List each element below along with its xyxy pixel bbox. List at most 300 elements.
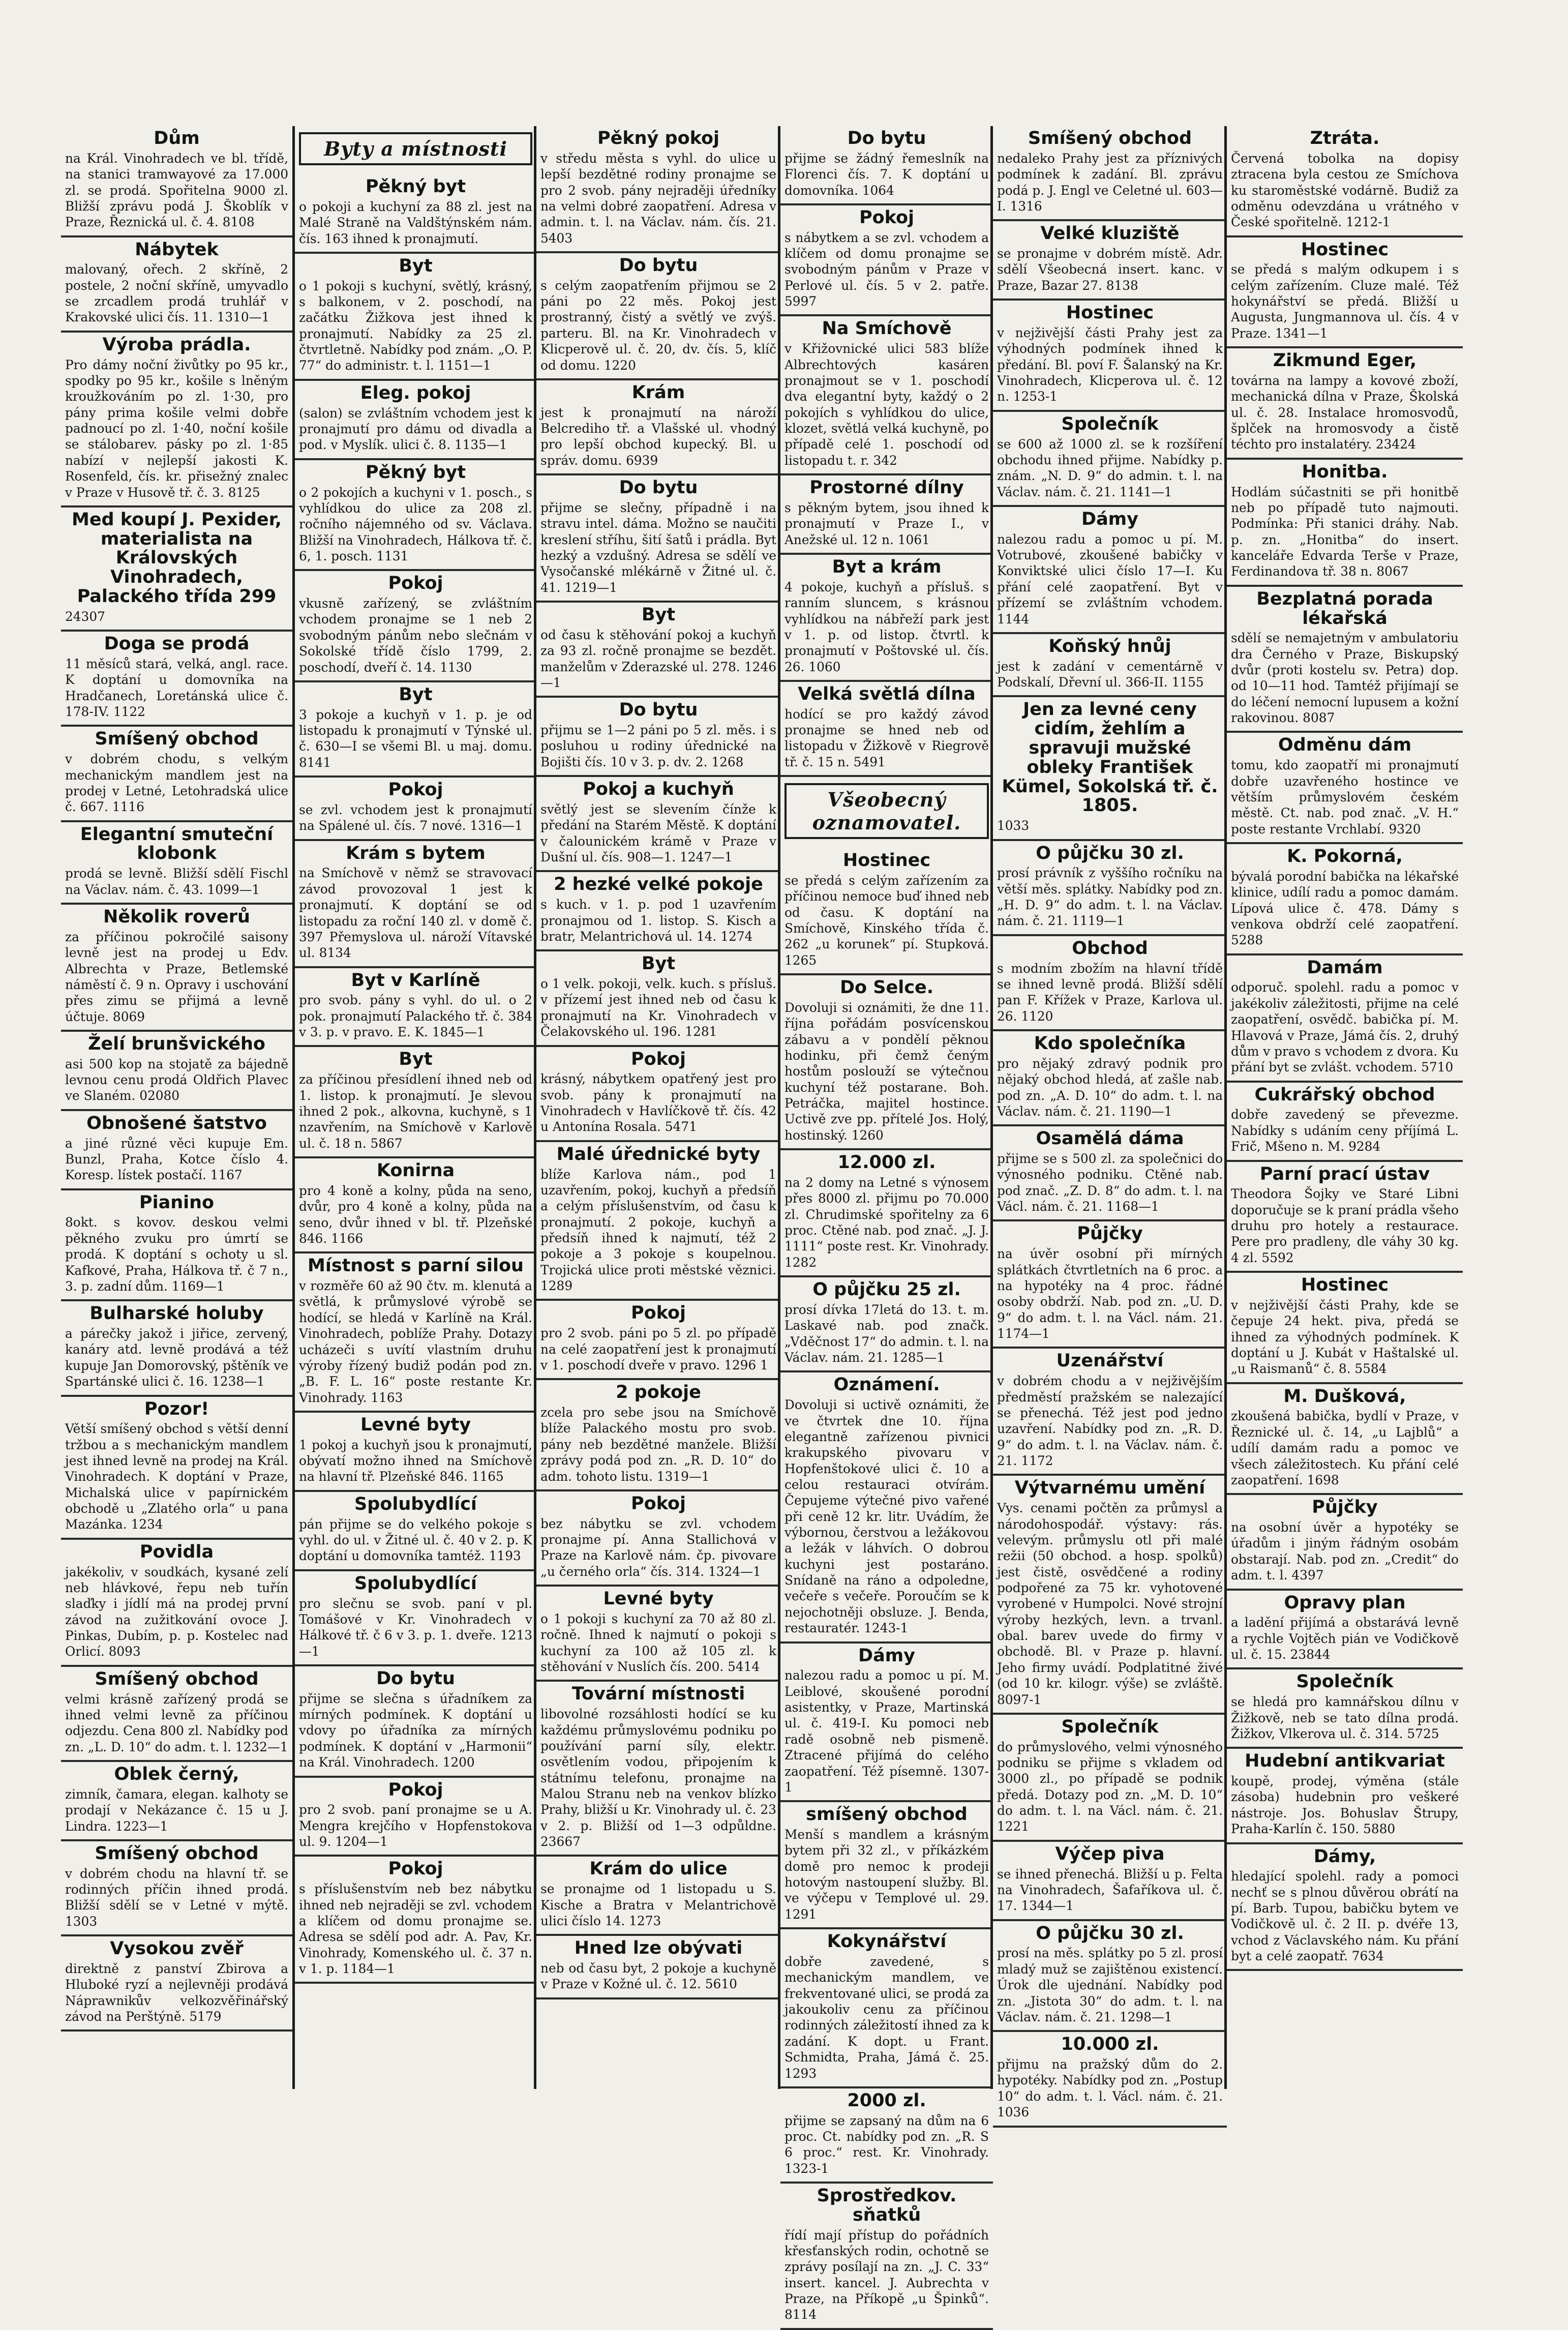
ad-headline: Bezplatná porada lékařská: [1256, 588, 1433, 629]
ad-body: pro 4 koně a kolny, půda na seno, dvůr, pro 4 koně a kolny, půda na seno, dvůr ihned v bl. tř. Plzeňské 846. 1166: [299, 1183, 532, 1246]
ad-headline: Pokoj: [388, 1779, 443, 1800]
ad-headline: Želí brunšvického: [88, 1033, 265, 1054]
section-header: Všeobecný oznamovatel.: [785, 783, 989, 839]
ad-headline: Obnošené šatstvo: [86, 1113, 267, 1133]
classified-ad: [1227, 237, 1463, 349]
ad-body: přijme se slečny, případně i na stravu intel. dáma. Možno se naučiti kreslení stříhu, šití šatů i prádla. Byt hezký a vzdušný. Adresa se sdělí ve Vysočanské mlékárně v Žitné ul. č. 41. 1219—1: [540, 500, 776, 595]
ad-body: o pokoji a kuchyní za 88 zl. jest na Malé Straně na Valdštýnském nám. čís. 163 ihned k pronajmutí.: [299, 199, 532, 246]
ad-body: se předá s celým zařízením za příčinou nemoce buď ihned neb od času. K doptání na Smíchově, Kinského třída č. 262 „u korunek“ pí. Stupková. 1265: [785, 873, 989, 968]
classified-ad: [61, 632, 292, 727]
ad-body: nalezou radu a pomoc u pí. M. Leiblové, skoušené porodní asistentky, v Praze, Martinská ul. č. 419-I. Ku pomoci neb radě osobně neb pismeně. Ztracené přijímá do celého zaopatření. Též písemně. 1307-1: [785, 1668, 989, 1795]
ad-headline: O půjčku 30 zl.: [1036, 1923, 1184, 1944]
classified-ad: [61, 126, 292, 237]
classified-ad: [780, 1644, 993, 1803]
ad-body: koupě, prodej, výměna (stále zásoba) hudebnin pro veškeré nástroje. Jos. Bohuslav Štrupy, Praha-Karlín č. 150. 5880: [1231, 1774, 1459, 1837]
classified-ad: [536, 1857, 780, 1936]
ad-body: dobře zavedené, s mechanickým mandlem, ve frekventované ulici, se prodá za jakoukoliv cenu za příčinou rodinných záležitostí ihned za k zadání. K dopt. u Frant. Schmidta, Praha, Jámá č. 25. 1293: [785, 1954, 989, 2081]
ad-headline: 2 pokoje: [616, 1382, 701, 1403]
classified-ad: [295, 1666, 536, 1778]
ad-headline: Výroba prádla.: [102, 334, 251, 355]
classified-ad: [1227, 1384, 1463, 1496]
ad-body: prosí dívka 17letá do 13. t. m. Laskavé nab. pod značk. „Vděčnost 17“ do admin. t. l. na Václav. nám. 21. 1285—1: [785, 1302, 989, 1365]
ad-body: jakékoliv, v soudkách, kysané zelí neb hlávkové, řepu neb tuřín slaďky i jídlí má na prodej první závod na zužitkování ovoce J. Pinkas, Dubím, p. p. Kostelec nad Orlicí. 8093: [65, 1564, 288, 1659]
ad-headline: Krám: [631, 382, 685, 403]
ad-headline: Smíšený obchod: [95, 1668, 259, 1689]
classified-ad: [780, 126, 993, 205]
ad-body: hledající spolehl. rady a pomoci nechť se s plnou důvěrou obrátí na pí. Barb. Tupou, babičku bytem ve Vodičkově ul. č. 2 II. p. dvéře 13, vchod z Václavského nám. Ku přání byt a celé zaopatř. 7634: [1231, 1869, 1459, 1964]
classified-ad: [61, 507, 292, 632]
classified-ad: [536, 253, 780, 380]
ad-body: na Smíchově v němž se stravovací závod provozoval 1 jest k pronajmutí. K doptání se od listopadu za roční 140 zl. v domě č. 397 Přemyslova ul. nároží Vítavské ul. 8134: [299, 865, 532, 961]
ad-headline: Smíšený obchod: [95, 1843, 259, 1864]
classified-ad: [536, 872, 780, 951]
ad-headline: K. Pokorná,: [1287, 846, 1403, 867]
ad-body: přijme se s 500 zl. za společnici do výnosného podniku. Ctěné nab. pod znač. „Z. D. 8“ do adm. t. l. na Václ. nám. č. 21. 1168—1: [997, 1151, 1223, 1214]
classified-ad: [536, 777, 780, 872]
classified-ad: [780, 682, 993, 777]
ad-body: Dovoluji si oznámiti, že dne 11. října pořádám posvícenskou zábavu a v pondělí pěknou hodinku, při čemž čeným hostům poslouží se výtečnou kuchyní též postarane. Boh. Petráčka, majitel hostince. Uctivě zve pp. přítelé Jos. Holý, hostinský. 1260: [785, 1000, 989, 1143]
ad-headline: Odměnu dám: [1278, 735, 1412, 756]
classified-ad: [61, 1190, 292, 1302]
ad-headline: Hostinec: [1301, 1275, 1389, 1296]
ad-body: krásný, nábytkem opatřený jest pro svob. pány k pronajmutí na Vinohradech v Havlíčkově tř. čís. 42 u Antonína Rosala. 5471: [540, 1071, 776, 1134]
classified-ad: [295, 682, 536, 778]
column-4: [778, 126, 993, 2322]
classified-ad: [536, 1301, 780, 1380]
classified-ad: [61, 1111, 292, 1190]
ad-body: Dovoluji si uctivě oznámiti, že ve čtvrtek dne 10. října elegantně zařízenou pivnici krakupského pivovaru v Hopfenštokové ulici č. 10 a celou restauraci otvírám. Čepujeme výtečné pivo vařené při ceně 12 kr. litr. Uvádím, že výbornou, čerstvou a ležákovou a ležák v láhvích. O dobrou kuchyni jest postaráno. Snídaně na ráno a odpoledne, večeře s večeře. Poroučím se k nejochotněji obsluze. J. Benda, restauratér. 1243-1: [785, 1397, 989, 1636]
ad-body: hodící se pro každý závod pronajme se hned neb od listopadu v Žižkově v Riegrově tř. č. 15 n. 5491: [785, 706, 989, 769]
ad-headline: Spolubydlící: [354, 1493, 477, 1514]
ad-headline: Výčep piva: [1055, 1843, 1165, 1864]
column-6: [1224, 126, 1463, 2089]
classified-ad: [1227, 733, 1463, 844]
ad-headline: Pokoj a kuchyň: [583, 779, 734, 800]
ad-body: továrna na lampy a kovové zboží, mechanická dílna v Praze, Školská ul. č. 28. Instalace hromosvodů, šplček na hromosvody a čistě téchto pro instalatéry. 23424: [1231, 373, 1459, 452]
ad-body: s příslušenstvím neb bez nábytku ihned neb nejraději se zvl. vchodem a klíčem od domu pronajme se. Adresa se sdělí pod adr. A. Pav, Kr. Vinohrady, Komenského ul. č. 37 n. v 1. p. 1184—1: [299, 1881, 532, 1977]
ad-headline: Byt: [641, 953, 676, 974]
ad-body: 11 měsíců stará, velká, angl. race. K doptání u domovníka na Hradčanech, Loretánská ulice č. 178-IV. 1122: [65, 656, 288, 720]
ad-body: s kuch. v 1. p. pod 1 uzavřením pronajmou od 1. listop. S. Kisch a bratr, Melantrichová ul. 14. 1274: [540, 897, 776, 944]
ad-headline: Hostinec: [842, 850, 931, 871]
classified-ad: [993, 301, 1227, 412]
ad-headline: Společník: [1061, 413, 1159, 434]
ad-headline: Sprostředkov. sňatků: [817, 2186, 957, 2225]
ad-headline: Dámy,: [1313, 1846, 1376, 1867]
classified-ad: [61, 237, 292, 333]
ad-body: direktně z panství Zbirova a Hluboké ryzí a nejlevněji prodává Náprawnikův velkozvěřinářský závod na Perštýně. 5179: [65, 1961, 288, 2024]
ad-headline: Tovární místnosti: [571, 1684, 745, 1705]
ad-body: pro 2 svob. paní pronajme se u A. Mengra krejčího v Hopfenstokova ul. 9. 1204—1: [299, 1802, 532, 1849]
ad-headline: Dámy: [1081, 509, 1138, 529]
ad-body: v dobrém chodu, s velkým mechanickým mandlem jest na prodej v Letné, Letohradská ulice č. 667. 1116: [65, 752, 288, 815]
ad-body: pro slečnu se svob. paní v pl. Tomášové v Kr. Vinohradech v Hálkové tř. č 6 v 3. p. 1. dveře. 1213—1: [299, 1596, 532, 1659]
ad-headline: Smíšený obchod: [95, 729, 259, 750]
classified-ad: [780, 2088, 993, 2184]
ad-body: Theodora Šojky ve Staré Libni doporučuje se k praní prádla všeho druhu pro hotely a restaurace. Pere pro pradleny, dle váhy 30 kg. 4 zl. 5592: [1231, 1186, 1459, 1265]
ad-body: na 2 domy na Letné s výnosem přes 8000 zl. přijmu po 70.000 zl. Chrudimské spořitelny za 6 proc. Ctěné nab. pod znač. „J. J. 1111“ poste rest. Kr. Vinohrady. 1282: [785, 1175, 989, 1270]
classified-ad: [780, 848, 993, 975]
ad-headline: Společník: [1061, 1716, 1159, 1737]
ad-headline: Půjčky: [1312, 1497, 1378, 1518]
classified-ad: [993, 936, 1227, 1031]
ad-body: v středu města s vyhl. do ulice u lepší bezdětné rodiny pronajme se pro 2 svob. pány nejraději úředníky na velmi dobré zaopatření. Adresa v admin. t. l. na Václav. nám. čís. 21. 5403: [540, 151, 776, 246]
ad-headline: Pokoj: [388, 780, 443, 800]
ad-body: pro nějaký zdravý podnik pro nějaký obchod hledá, ať zašle nab. pod zn. „A. D. 10“ do adm. t. l. na Václav. nám. č. 21. 1190—1: [997, 1056, 1223, 1119]
classified-ad: [536, 951, 780, 1047]
ad-body: na úvěr osobní při mírných splátkách čtvrtletních na 6 proc. a na hypotéky na 4 proc. řádné osoby obdrží. Nab. pod zn. „U. D. 9“ do adm. t. l. na Václ. nám. 21. 1174—1: [997, 1246, 1223, 1341]
ad-headline: Na Smíchově: [822, 318, 952, 339]
ad-headline: Damám: [1307, 957, 1383, 978]
ad-headline: Do bytu: [619, 700, 698, 721]
ad-headline: Byt: [399, 255, 433, 276]
ad-body: dobře zavedený se převezme. Nabídky s udáním ceny příjímá L. Frič, Mšeno n. M. 9284: [1231, 1107, 1459, 1154]
ad-body: o 1 pokoji s kuchyní, světlý, krásný, s balkonem, v 2. poschodí, na začátku Žižkova jest ihned k pronajmutí. Nabídky za 25 zl. čtvrtletně. Nabídky pod znám. „O. P. 77“ do administr. t. l. 1151—1: [299, 278, 532, 373]
ad-body: s pěkným bytem, jsou ihned k pronajmutí v Praze I., v Anežské ul. 12 n. 1061: [785, 500, 989, 547]
ad-body: bez nábytku se zvl. vchodem pronajme pí. Anna Stallichová v Praze na Karlově nám. čp. pivovare „u černého orla“ čís. 314. 1324—1: [540, 1516, 776, 1579]
ad-headline: O půjčku 30 zl.: [1036, 843, 1184, 863]
ad-body: s nábytkem a se zvl. vchodem a klíčem od domu pronajme se svobodným pánům v Praze v Perlové ul. čís. 5 v 2. patře. 5997: [785, 230, 989, 309]
ad-body: prodá se levně. Bližší sdělí Fischl na Václav. nám. č. 43. 1099—1: [65, 866, 288, 897]
ad-body: 3 pokoje a kuchyň v 1. p. je od listopadu k pronajmutí v Týnské ul. č. 630—I se všemi Bl. u maj. domu. 8141: [299, 707, 532, 770]
classified-ad: [295, 1492, 536, 1571]
column-5: [990, 126, 1227, 2120]
ad-body: (salon) se zvláštním vchodem jest k pronajmutí pro dámu od divadla a pod. v Myslík. ulici č. 8. 1135—1: [299, 405, 532, 453]
ad-headline: Do bytu: [847, 128, 926, 148]
ad-headline: Do bytu: [619, 255, 698, 276]
ad-body: neb od času byt, 2 pokoje a kuchyně v Praze v Kožné ul. č. 12. 5610: [540, 1961, 776, 1992]
classified-ad: [536, 1380, 780, 1491]
classified-ad: [295, 571, 536, 682]
ad-body: s celým zaopatřením přijmou se 2 páni po 22 měs. Pokoj jest prostranný, čistý a světlý ve zvýš. parteru. Bl. na Kr. Vinohradech v Klicperově ul. č. 20, dv. čís. 5, klíč od domu. 1220: [540, 278, 776, 373]
ad-headline: 12.000 zl.: [837, 1152, 936, 1173]
ad-headline: Velká světlá dílna: [798, 683, 976, 704]
ad-headline: Parní prací ústav: [1259, 1163, 1430, 1184]
classified-ad: [1227, 1591, 1463, 1670]
ad-headline: Opravy plan: [1284, 1592, 1406, 1613]
ad-headline: Společník: [1296, 1671, 1394, 1692]
ad-body: řídí mají přístup do pořádních křesťanských rodin, ochotně se zprávy posílají na zn. „J. C. 33“ insert. kancel. J. Aubrechta v Praze, na Příkopě „u Špinků“. 8114: [785, 2227, 989, 2322]
ad-headline: Eleg. pokoj: [360, 382, 471, 403]
classified-ad: [1227, 587, 1463, 733]
classified-ad: [1227, 1162, 1463, 1273]
ad-headline: Honitba.: [1302, 461, 1388, 482]
classified-ad: [993, 1842, 1227, 1921]
ad-headline: 10.000 zl.: [1061, 2034, 1159, 2055]
ad-body: se hledá pro kamnářskou dílnu v Žižkově, neb se tato dílna prodá. Žižkov, Vlkerova ul. č. 314. 5725: [1231, 1694, 1459, 1741]
ad-body: se ihned přenechá. Bližší u p. Felta na Vinohradech, Šafaříkova ul. č. 17. 1344—1: [997, 1866, 1223, 1914]
ad-headline: Velké kluziště: [1040, 223, 1180, 244]
ad-body: zimník, čamara, elegan. kalhoty se prodají v Nekázance č. 15 u J. Lindra. 1223—1: [65, 1786, 288, 1834]
ad-body: v Křižovnické ulici 583 blíže Albrechtových kasáren pronajmout se v 1. poschodí dva elegantní byty, každý o 2 pokojích s vyhlídkou do ulice, klozet, světlá velká kuchyně, po případě celé 1. poschodí od listopadu t. r. 342: [785, 341, 989, 468]
ad-headline: Byt a krám: [832, 557, 942, 578]
classified-ad: [61, 1032, 292, 1111]
ad-headline: Několik roverů: [103, 906, 250, 927]
classified-ad: [780, 975, 993, 1150]
classified-ad: [295, 1571, 536, 1666]
ad-body: přijme se zapsaný na dům na 6 proc. Ct. nabídky pod zn. „R. S 6 proc.“ rest. Kr. Vinohrady. 1323-1: [785, 2113, 989, 2176]
ad-headline: smíšený obchod: [806, 1804, 968, 1825]
ad-headline: 2000 zl.: [847, 2090, 926, 2111]
ad-body: jest k zadání v cementárně v Podskalí, Dřevní ul. 366-II. 1155: [997, 659, 1223, 690]
classified-ad: [993, 507, 1227, 634]
classified-ad: [780, 1277, 993, 1372]
classified-ad: [1227, 1669, 1463, 1749]
classified-ad: [993, 221, 1227, 301]
ad-headline: Pokoj: [630, 1303, 686, 1324]
ad-headline: Zikmund Eger,: [1273, 350, 1417, 371]
ad-headline: Povidla: [139, 1541, 214, 1562]
ad-headline: Prostorné dílny: [809, 477, 964, 498]
ad-headline: Cukrářský obchod: [1254, 1084, 1435, 1105]
classified-ad: [295, 841, 536, 968]
ad-headline: Dámy: [858, 1645, 915, 1666]
ad-body: do průmyslového, velmi výnosného podniku se přijme s vkladem od 3000 zl., po případě se podnik předá. Dotazy pod zn. „M. D. 10“ do adm. t. l. na Václ. nám. č. 21. 1221: [997, 1739, 1223, 1834]
ad-headline: Do Selce.: [839, 977, 933, 998]
ad-body: libovolné rozsáhlosti hodící se ku každému průmyslovému podniku po používání parní síly, elektr. osvětlením vodou, připojením k státnímu telefonu, pronajme na Malou Stranu neb na venkov blízko Prahy, bližší u Kr. Vinohrady ul. č. 23 v 2. p. Bližší od 1—3 odpůldne. 23667: [540, 1707, 776, 1849]
ad-body: Menší s mandlem a krásným bytem při 32 zl., v příkázkém domě pro nemoc k prodeji hotovým nastoupení služby. Bl. ve výčepu v Templové ul. 29. 1291: [785, 1827, 989, 1922]
classified-ad: [993, 412, 1227, 507]
classified-ad: [61, 1841, 292, 1936]
ad-body: 24307: [65, 609, 105, 624]
classified-ad: [993, 126, 1227, 221]
ad-headline: Pěkný pokoj: [597, 128, 720, 148]
ad-body: Vys. cenami počtěn za průmysl a národohospodář. výstavy: rás. velevým. průmyslu otl při malé režii (50 obchod. a hosp. spolků) jest čistě, osvědčené a rodiny podpořené za 75 kr. vyhotovené vyrobené v Humpolci. Nové strojní výroby hezkých, levn. a trvanl. obal. barev uvede do firmy v obchodě. Bl. v Praze p. hlavní. Jeho firmy uvádí. Podplatitné živé (od 10 kr. kilogr. výše) se zvláště. 8097-1: [997, 1501, 1223, 1707]
ad-headline: Doga se prodá: [104, 634, 250, 654]
classified-ad: [536, 1936, 780, 1999]
ad-headline: Hostinec: [1066, 303, 1154, 323]
classified-ad: [780, 316, 993, 475]
ad-headline: Krám s bytem: [346, 843, 486, 863]
ad-headline: Smíšený obchod: [1028, 128, 1192, 148]
classified-ad: [780, 1802, 993, 1929]
ad-body: v rozměře 60 až 90 čtv. m. klenutá a světlá, k průmyslové výrobě se hodící, se hledá v Karlíně na Král. Vinohradech, poblíže Prahy. Dotazy ucházeči s uvítí vlastním druhu výroby řízený budiž podán pod zn. „B. F. L. 16“ poste restante Kr. Vinohrady. 1163: [299, 1278, 532, 1405]
ad-body: o 2 pokojích a kuchyni v 1. posch., s vyhlídkou do ulice za 208 zl. ročního nájemného od sv. Václava. Bližší na Vinohradech, Hálkova tř. č. 6, 1. posch. 1131: [299, 485, 532, 563]
classified-ad: [993, 634, 1227, 698]
ad-body: v nejživější části Prahy, kde se čepuje 24 hekt. piva, předá se ihned za výhodných podmínek. K doptání u J. Kubát v Haštalské ul. „u Raismanů“ č. 8. 5584: [1231, 1297, 1459, 1377]
classified-ad: [1227, 1749, 1463, 1844]
ad-headline: Elegantní smuteční klobonk: [80, 824, 274, 864]
ad-headline: Půjčky: [1077, 1223, 1143, 1244]
classified-ad: [1227, 844, 1463, 955]
ad-body: se 600 až 1000 zl. se k rozšíření obchodu ihned přijme. Nabídky p. znám. „N. D. 9“ do admin. t. l. na Václav. nám. č. 21. 1141—1: [997, 436, 1223, 499]
ad-headline: Koňský hnůj: [1048, 636, 1171, 656]
classified-ad: [295, 1253, 536, 1413]
ad-headline: Hostinec: [1301, 239, 1389, 260]
classified-ad: [993, 1126, 1227, 1221]
ad-body: přijmu na pražský dům do 2. hypotéky. Nabídky pod zn. „Postup 10“ do adm. t. l. Václ. nám. č. 21. 1036: [997, 2057, 1223, 2120]
classified-ad: [780, 1372, 993, 1643]
ad-headline: Výtvarnému umění: [1014, 1478, 1205, 1499]
classified-ad: [536, 1142, 780, 1301]
classified-ad: [61, 1301, 292, 1396]
ad-headline: Levné byty: [360, 1414, 471, 1435]
ad-headline: Bulharské holuby: [89, 1303, 264, 1324]
column-1: [61, 126, 292, 2089]
classified-ad: [536, 698, 780, 777]
ad-body: nalezou radu a pomoc u pí. M. Votrubové, zkoušené babičky v Konviktské ulici číslo 17—I. Ku přání celé zaopatření. Byt v přízemí se zvláštním vchodem. 1144: [997, 531, 1223, 626]
ad-body: prosí právník z vyššího ročníku na větší měs. splátky. Nabídky pod zn. „H. D. 9“ do adm. t. l. na Václav. nám. č. 21. 1119—1: [997, 865, 1223, 929]
column-3: [534, 126, 780, 2089]
ad-body: za příčinou přesídlení ihned neb od 1. listop. k pronajmutí. Je slevou ihned 2 pok., alkovna, kuchyně, s 1 nzavřením, na Smíchově v Karlově ul. č. 18 n. 5867: [299, 1072, 532, 1151]
classified-ad: [536, 1491, 780, 1587]
ad-body: přijme se slečna s úřadníkem za mírných podmínek. K doptání u vdovy po úřadníka za mírných podmínek. K doptání v „Harmonii“ na Král. Vinohradech. 1200: [299, 1691, 532, 1770]
ad-headline: Uzenářství: [1056, 1351, 1164, 1371]
classified-ad: [61, 1762, 292, 1841]
ad-body: Pro dámy noční živůtky po 95 kr., spodky po 95 kr., košile s lněným kroužkováním po zl. 1·30, pro pány prima košile velmi dobře padnoucí po zl. 1·40, noční košile se stálobarev. pásky po zl. 1·85 nabízí v nejlepší jakosti K. Rosenfeld, čís. kr. přisežný znalec v Praze v Husově tř. č. 3. 8125: [65, 357, 288, 500]
ad-body: prosí na měs. splátky po 5 zl. prosí mladý muž se zajištěnou existencí. Úrok dle ujednání. Nabídky pod zn. „Jistota 30“ do adm. t. l. na Václav. nám. č. 21. 1298—1: [997, 1946, 1223, 2024]
ad-body: o 1 pokoji s kuchyní za 70 až 80 zl. ročně. Ihned k najmutí o pokoji s kuchyní za 100 až 105 zl. k stěhování v Nuslích čís. 200. 5414: [540, 1611, 776, 1675]
ad-body: Hodlám súčastniti se při honitbě neb po případě tuto najmouti. Podmínka: Při stanici dráhy. Nab. p. zn. „Honitba“ do insert. kanceláře Edvarda Terše v Praze, Ferdinandova tř. 38 n. 8067: [1231, 484, 1459, 579]
ad-headline: Do bytu: [619, 477, 698, 498]
ad-body: 1 pokoj a kuchyň jsou k pronajmutí, obývatí možno ihned na Smíchově na hlavní tř. Plzeňské 846. 1165: [299, 1437, 532, 1484]
section-header: Byty a místnosti: [299, 132, 532, 165]
classified-ad: [61, 1397, 292, 1540]
ad-headline: Pěkný byt: [365, 462, 466, 483]
ad-body: o 1 velk. pokoji, velk. kuch. s přísluš. v přízemí jest ihned neb od času k pronajmutí na Kr. Vinohradech v Čelakovského ul. 196. 1281: [540, 976, 776, 1039]
classified-ad: [295, 1158, 536, 1253]
ad-body: nedaleko Prahy jest za příznivých podmínek k zadání. Bl. zprávu podá p. J. Engl ve Celetné ul. 603—I. 1316: [997, 151, 1223, 214]
ad-body: tomu, kdo zaopatří mi pronajmutí dobře uzavřeného hostince ve větším průmyslovém českém městě. Ct. nab. pod znač. „V. H.“ poste restante Vrchlabí. 9320: [1231, 758, 1459, 837]
classified-ad: [61, 822, 292, 905]
classified-ad: [993, 1349, 1227, 1476]
classified-ad: [1227, 348, 1463, 460]
classified-ad: [61, 727, 292, 822]
ad-body: odporuč. spolehl. radu a pomoc v jakékoliv záležitosti, přijme na celé zaopatření, osvědč. babička pí. M. Hlavová v Praze, Jámá čís. 2, druhý dům v pravo s vchodem z dvora. Ku přání byt se zvlášt. vchodem. 5710: [1231, 980, 1459, 1075]
ad-headline: Ztráta.: [1310, 128, 1380, 148]
ad-headline: Jen za levné ceny cidím, žehlím a spravuji mužské obleky František Kümel, Sokolská tř. č. 1805.: [1002, 699, 1218, 816]
ad-headline: Pokoj: [630, 1049, 686, 1069]
ad-headline: Nábytek: [135, 239, 219, 260]
ad-body: zkoušená babička, bydlí v Praze, v Řeznické ul. č. 14, „u Lajblů“ a udílí damám radu a pomoc ve všech záležitostech. Ku přání celé zaopatření. 1698: [1231, 1409, 1459, 1487]
classified-ad: [295, 1047, 536, 1158]
classified-ad: [993, 1221, 1227, 1349]
ad-body: v dobrém chodu a v nejživějším předměstí pražském se nalezající se přenechá. Též jest pod jedno uzavření. Nabídky pod zn. „R. D. 9“ do adm. t. l. na Václav. nám. č. 21. 1172: [997, 1373, 1223, 1469]
ad-body: Červená tobolka na dopisy ztracena byla cestou ze Smíchova ku staroměstské vodárně. Budiž za odměnu odevzdána u vrátného v České spořitelně. 1212-1: [1231, 151, 1459, 230]
classified-ad: [295, 1778, 536, 1857]
ad-headline: Kdo společníka: [1034, 1033, 1186, 1054]
classified-ad: [536, 475, 780, 603]
ad-headline: Konirna: [376, 1160, 455, 1181]
ad-body: sdělí se nemajetným v ambulatoriu dra Černého v Praze, Biskupský dvůr (proti kostelu sv. Petra) dop. od 10—11 hod. Tamtéž přijímají se do léčení nemocní lupusem a kožní rakovinou. 8087: [1231, 631, 1459, 726]
ad-headline: Hned lze obývati: [574, 1938, 743, 1959]
classified-ad: [536, 126, 780, 253]
ad-body: se zvl. vchodem jest k pronajmutí na Spálené ul. čís. 7 nové. 1316—1: [299, 802, 532, 833]
ad-body: pro 2 svob. páni po 5 zl. po případě na celé zaopatření jest k pronajmutí v 1. poschodí dveře v pravo. 1296 1: [540, 1326, 776, 1372]
ad-body: v nejživější části Prahy jest za výhodných podmínek ihned k předání. Bl. poví F. Šalanský na Kr. Vinohradech, Klicperova ul. č. 12 n. 1253-1: [997, 325, 1223, 404]
ad-body: Větší smíšený obchod s větší denní tržbou a s mechanickým mandlem jest ihned levně na prodej na Král. Vinohradech. K doptání v Praze, Michalská ulice v papírnickém obchodě u „Zlatého orla“ u pana Mazánka. 1234: [65, 1421, 288, 1532]
classified-ad: [536, 1047, 780, 1142]
ad-body: s modním zbožím na hlavní třídě se ihned levně prodá. Bližší sdělí pan F. Křížek v Praze, Karlova ul. 26. 1120: [997, 961, 1223, 1024]
classified-ad: [61, 905, 292, 1032]
ad-headline: Pokoj: [388, 573, 443, 594]
classified-ad: [780, 205, 993, 317]
ad-headline: Do bytu: [376, 1668, 455, 1689]
classified-ad: [295, 381, 536, 460]
classified-ad: [61, 333, 292, 507]
classified-ad: [1227, 955, 1463, 1083]
classified-ad: [993, 1476, 1227, 1714]
classified-ad: [295, 174, 536, 254]
classified-ad: [536, 1682, 780, 1857]
classified-ad: [993, 697, 1227, 841]
ad-body: velmi krásně zařízený prodá se ihned velmi levně za příčinou odjezdu. Cena 800 zl. Nabídky pod zn. „L. D. 10“ do adm. t. l. 1232—1: [65, 1691, 288, 1754]
classified-ad: [536, 1587, 780, 1682]
classified-ad: [1227, 460, 1463, 587]
ad-body: jest k pronajmutí na nároží Belcrediho tř. a Vlašské ul. vhodný pro lepší obchod kupecký. Bl. u správ. domu. 6939: [540, 405, 776, 468]
classified-ad: [1227, 1273, 1463, 1384]
ad-body: se pronajme v dobrém místě. Adr. sdělí Všeobecná insert. kanc. v Praze, Bazar 27. 8138: [997, 246, 1223, 293]
ad-body: na osobní úvěr a hypotéky se úřadům i jiným řádným osobám obstarají. Nab. pod zn. „Credit“ do adm. t. l. 4397: [1231, 1520, 1459, 1583]
ad-headline: Hudební antikvariat: [1245, 1751, 1445, 1772]
ad-headline: 2 hezké velké pokoje: [554, 874, 763, 895]
classified-ad: [993, 1715, 1227, 1842]
ad-headline: O půjčku 25 zl.: [812, 1279, 961, 1300]
ad-headline: Kokynářství: [827, 1931, 947, 1952]
classified-ad: [1227, 1495, 1463, 1590]
classified-ad: [993, 841, 1227, 936]
ad-headline: Pokoj: [630, 1493, 686, 1514]
ad-headline: Obchod: [1072, 938, 1148, 959]
classified-ad: [993, 1921, 1227, 2033]
classified-ad: [780, 2184, 993, 2330]
classified-ad: [61, 1667, 292, 1762]
ad-headline: Byt v Karlíně: [351, 970, 480, 991]
classified-ad: [780, 475, 993, 555]
ad-headline: Med koupí J. Pexider, materialista na Královských Vinohradech, Palackého třída 299: [71, 509, 282, 607]
ad-body: od času k stěhování pokoj a kuchyň za 93 zl. ročně pronajme se bezdět. manželům v Zderazské ul. 278. 1246—1: [540, 627, 776, 690]
ad-headline: Oblek černý,: [114, 1764, 239, 1785]
ad-headline: Pozor!: [144, 1398, 209, 1419]
classified-ad: [993, 1031, 1227, 1126]
ad-body: 1033: [997, 818, 1030, 833]
classified-ad: [61, 1540, 292, 1667]
ad-body: na Král. Vinohradech ve bl. třídě, na stanici tramwayové za 17.000 zl. se prodá. Spořitelna 9000 zl. Bližší zprávu podá J. Škoblík v Praze, Řeznická ul. č. 4. 8108: [65, 151, 288, 230]
ad-headline: M. Dušková,: [1283, 1386, 1406, 1407]
classified-ad: [295, 968, 536, 1048]
ad-body: 4 pokoje, kuchyň a přísluš. s ranním sluncem, s krásnou vyhlídkou na nábřeží park jest v 1. p. od listop. čtvrtl. k pronajmutí v Poštovské ul. čís. 26. 1060: [785, 579, 989, 674]
ad-body: v dobrém chodu na hlavní tř. se rodinných příčin ihned prodá. Bližší sdělí se v Letné v mýtě. 1303: [65, 1866, 288, 1929]
ad-body: zcela pro sebe jsou na Smíchově blíže Palackého mostu pro svob. pány neb bezdětné manžele. Bližší zprávy podá pod zn. „R. D. 10“ do adm. tohoto listu. 1319—1: [540, 1405, 776, 1484]
ad-headline: Pokoj: [388, 1859, 443, 1879]
ad-headline: Dům: [154, 128, 200, 148]
classified-ad: [780, 555, 993, 682]
classified-ad: [1227, 1083, 1463, 1162]
classified-ad: [536, 380, 780, 475]
ad-body: světlý jest se slevením čínže k předání na Starém Městě. K doptání v čalounickém krámě v Praze v Dušní ul. čís. 908—1. 1247—1: [540, 802, 776, 865]
classified-ad: [1227, 1844, 1463, 1971]
classified-ad: [780, 1150, 993, 1277]
ad-body: za příčinou pokročilé saisony levně jest na prodej u Edv. Albrechta v Praze, Betlemské náměstí č. 9 n. Opravy i uschování přes zimu se přijmá a levně účtuje. 8069: [65, 929, 288, 1024]
classified-ad: [536, 603, 780, 698]
ad-body: bývalá porodní babička na lékařské klinice, udílí radu a pomoc damám. Lípová ulice č. 478. Dámy s venkova obdrží celé zaopatření. 5288: [1231, 869, 1459, 948]
classified-ad: [295, 778, 536, 841]
ad-headline: Byt: [399, 1049, 433, 1070]
ad-headline: Místnost s parní silou: [308, 1256, 524, 1276]
ad-body: přijme se žádný řemeslník na Florenci čís. 7. K doptání u domovníka. 1064: [785, 151, 989, 198]
classified-ad: [993, 2032, 1227, 2127]
ad-body: 8okt. s kovov. deskou velmi pěkného zvuku pro úmrtí se prodá. K doptání s ochoty u sl. Kafkové, Praha, Hálkova tř. č 7 n., 3. p. zadní dům. 1169—1: [65, 1215, 288, 1294]
ad-headline: Byt: [399, 684, 433, 705]
ad-body: asi 500 kop na stojatě za bájedně levnou cenu prodá Oldřich Plavec ve Slaném. 02080: [65, 1056, 288, 1103]
classified-ad: [780, 1929, 993, 2088]
ad-body: pán přijme se do velkého pokoje s vyhl. do ul. v Žitné ul. č. 40 v 2. p. K doptání u domovníka tamtéž. 1193: [299, 1516, 532, 1564]
ad-body: pro svob. pány s vyhl. do ul. o 2 pok. pronajmutí Palackého tř. č. 384 v 3. p. v pravo. E. K. 1845—1: [299, 993, 532, 1040]
ad-body: a jiné různé věci kupuje Em. Bunzl, Praha, Kotce číslo 4. Koresp. lístek postačí. 1167: [65, 1136, 288, 1183]
ad-body: přijmu se 1—2 páni po 5 zl. měs. i s posluhou u rodiny úřednické na Bojišti čís. 10 v 3. p. dv. 2. 1268: [540, 723, 776, 769]
ad-headline: Levné byty: [603, 1589, 714, 1609]
classified-ad: [61, 1936, 292, 2032]
